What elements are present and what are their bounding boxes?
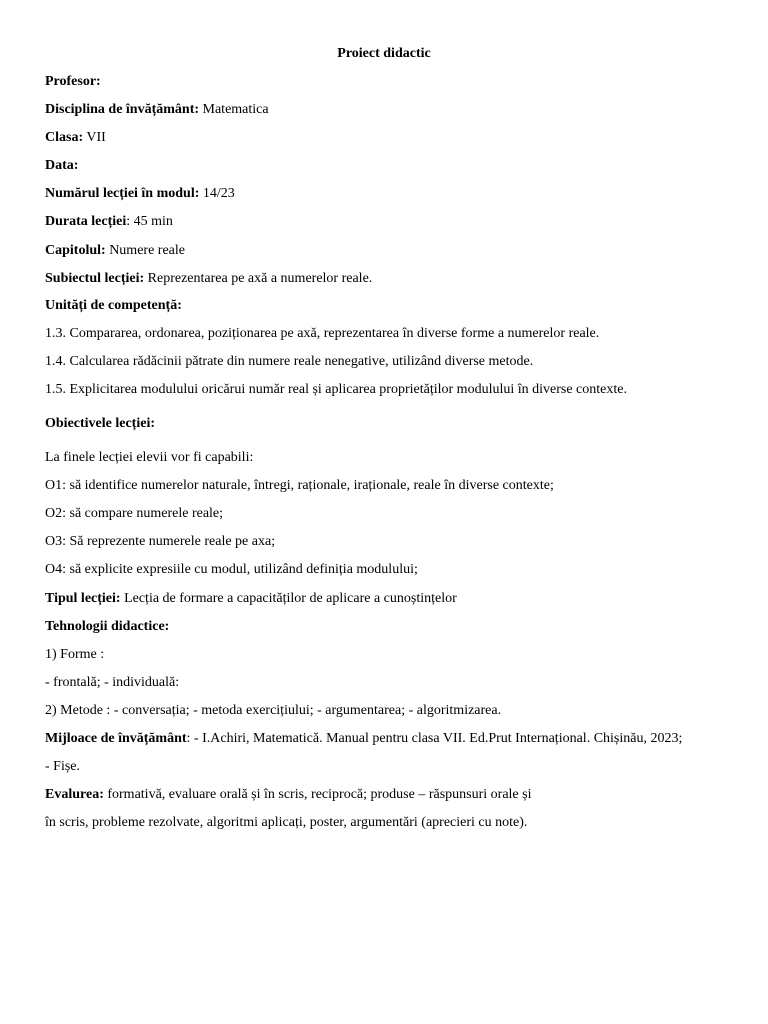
obiective-intro: La finele lecției elevii vor fi capabili:: [45, 450, 254, 465]
document-title: Proiect didactic: [337, 46, 431, 61]
capitol-label: Capitolul:: [45, 243, 106, 258]
obiective-line: [45, 415, 738, 433]
evaluare-line: [45, 786, 738, 804]
unitate-item: 1.4. Calcularea rădăcinii pătrate din numere reale nenegative, utilizând diverse metode.: [45, 354, 534, 369]
mijloace-value: : - I.Achiri, Matematică. Manual pentru clasa VII. Ed.Prut Internațional. Chișinău, 2023;: [186, 731, 683, 746]
profesor-line: [45, 73, 738, 91]
disciplina-line: [45, 101, 738, 119]
tehnologie-item: 1) Forme :: [45, 647, 105, 662]
unitati-label: Unități de competență:: [45, 298, 182, 313]
unitate-item: 1.3. Compararea, ordonarea, poziționarea pe axă, reprezentarea în diverse forme a numerelor reale.: [45, 326, 600, 341]
evaluare-continuation: în scris, probleme rezolvate, algoritmi aplicați, poster, argumentări (aprecieri cu note).: [45, 815, 528, 830]
clasa-line: [45, 129, 738, 147]
subiect-value: Reprezentarea pe axă a numerelor reale.: [144, 271, 373, 286]
obiectiv-item: O1: să identifice numerelor naturale, întregi, raționale, iraționale, reale în diverse contexte;: [45, 478, 554, 493]
durata-line: [45, 213, 738, 231]
mijloace-line: [45, 730, 738, 748]
evaluare-label: Evalurea:: [45, 787, 104, 802]
tipul-value: Lecția de formare a capacităților de aplicare a cunoștințelor: [120, 591, 457, 606]
tipul-line: [45, 590, 738, 608]
capitol-value: Numere reale: [105, 243, 185, 258]
mijloace-extra: - Fișe.: [45, 759, 80, 774]
durata-label: Durata lecției: [45, 214, 127, 229]
obiective-label: Obiectivele lecției:: [45, 416, 155, 431]
numar-label: Numărul lecției în modul:: [45, 186, 200, 201]
durata-value: : 45 min: [126, 214, 173, 229]
obiectiv-item: O2: să compare numerele reale;: [45, 506, 224, 521]
data-line: [45, 157, 738, 175]
clasa-value: VII: [83, 130, 106, 145]
tehnologii-label: Tehnologii didactice:: [45, 619, 170, 634]
tipul-label: Tipul lecției:: [45, 591, 121, 606]
disciplina-value: Matematica: [199, 102, 269, 117]
clasa-label: Clasa:: [45, 130, 84, 145]
tehnologie-item: 2) Metode : - conversația; - metoda exercițiului; - argumentarea; - algoritmizarea.: [45, 703, 502, 718]
numar-line: [45, 185, 738, 203]
profesor-label: Profesor:: [45, 74, 101, 89]
disciplina-label: Disciplina de învățământ:: [45, 102, 200, 117]
subiect-line: [45, 270, 738, 288]
subiect-label: Subiectul lecției:: [45, 271, 145, 286]
tehnologie-item: - frontală; - individuală:: [45, 675, 180, 690]
data-label: Data:: [45, 158, 79, 173]
unitate-item: 1.5. Explicitarea modulului oricărui număr real și aplicarea proprietăților modulului în diverse contexte.: [45, 382, 627, 397]
tehnologii-line: [45, 618, 738, 636]
obiectiv-item: O4: să explicite expresiile cu modul, utilizând definiția modulului;: [45, 562, 418, 577]
obiectiv-item: O3: Să reprezente numerele reale pe axa;: [45, 534, 276, 549]
numar-value: 14/23: [199, 186, 235, 201]
evaluare-value: formativă, evaluare orală și în scris, reciprocă; produse – răspunsuri orale și: [103, 787, 532, 802]
unitati-line: [45, 297, 738, 315]
capitol-line: [45, 242, 738, 260]
mijloace-label: Mijloace de învățământ: [45, 731, 187, 746]
